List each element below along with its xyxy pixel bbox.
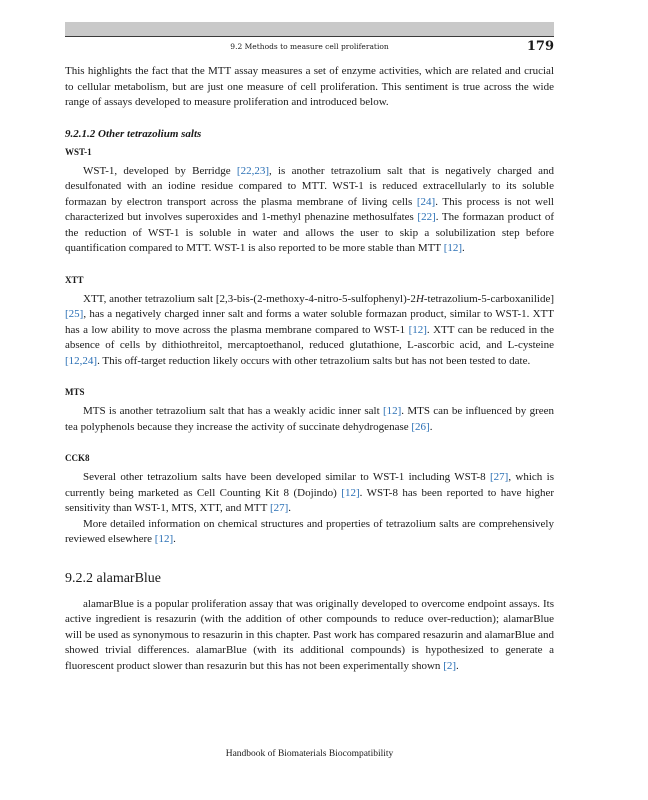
subsection-heading: 9.2.1.2 Other tetrazolium salts — [65, 127, 202, 140]
text-run: , is another tetrazolium salt that is negatively charged and desulfonated with an iodine residue compared to MTT. WST-1 is reduced extracellularly to its soluble formazan by electron transport across the plasma membrane of living cells — [65, 164, 555, 208]
alamarblue-paragraph — [65, 597, 554, 675]
xtt-heading: XTT — [65, 274, 84, 285]
citation-link[interactable]: [27] — [490, 471, 509, 483]
text-run: MTS is another tetrazolium salt that has a weakly acidic inner salt — [83, 405, 383, 417]
text-run: , has a negatively charged inner salt and forms a water soluble formazan product, similar to WST-1. XTT has a low ability to move across the plasma membrane compared to WST-1 — [65, 308, 554, 336]
text-run: . WST-8 has been reported to have higher sensitivity than WST-1, MTS, XTT, and MTT — [65, 486, 555, 514]
intro-paragraph — [65, 64, 554, 111]
text-run: . — [173, 533, 176, 545]
cck8-heading: CCK8 — [65, 453, 90, 463]
text-run: H — [415, 292, 424, 305]
cck8-paragraph — [65, 470, 554, 517]
running-title: 9.2 Methods to measure cell proliferation — [230, 42, 389, 51]
mts-paragraph — [65, 404, 554, 435]
citation-link[interactable]: [22] — [417, 211, 436, 223]
citation-link[interactable]: [12] — [154, 533, 174, 545]
citation-link[interactable]: [25] — [65, 308, 84, 320]
citation-link[interactable]: [12] — [382, 405, 402, 417]
citation-link[interactable]: [12] — [443, 242, 463, 254]
text-run: . The formazan product of the reduction of WST-1 is soluble in water and allows the user to skip a solubilization step before quantification compared to MTT. WST-1 is also reported to be more stable than MTT — [65, 211, 554, 254]
wst1-paragraph — [65, 164, 554, 257]
citation-link[interactable]: [12,24] — [65, 354, 98, 367]
text-run: . MTS can be influenced by green tea polyphenols because they increase the activity of succinate dehydrogenase — [65, 405, 554, 433]
running-head — [65, 39, 554, 55]
section-heading-alamarblue: 9.2.2 alamarBlue — [65, 570, 162, 586]
mts-heading: MTS — [65, 387, 85, 397]
text-run: . This off-target reduction likely occurs with other tetrazolium salts but has not been tested to date. — [97, 354, 531, 367]
xtt-paragraph — [65, 292, 554, 370]
text-run: . — [456, 659, 459, 672]
text-run: alamarBlue is a popular proliferation assay that was originally developed to overcome endpoint assays. Its active ingredient is resazurin (with the addition of other compounds to reduce over-reduction); alamarBlue will be used as synonymous to resazurin in this chapter. Past work has compared resazurin and alamarBlue and showed trivial differences. alamarBlue (with its additional compounds) is hypothesized to generate a fluorescent product slower than resazurin but this has not been experimentally shown — [65, 597, 554, 672]
page-number: 179 — [526, 39, 554, 54]
footer-book-title: Handbook of Biomaterials Biocompatibility — [225, 749, 394, 759]
wst1-heading: WST-1 — [65, 146, 92, 157]
text-run: WST-1, developed by Berridge — [83, 164, 237, 177]
citation-link[interactable]: [26] — [411, 420, 430, 433]
text-run: This highlights the fact that the MTT assay measures a set of enzyme activities, which are related and crucial to cellular metabolism, but are just one measure of cell proliferation. This sentiment is true across the wide range of assays developed to measure proliferation and introduced below. — [65, 65, 554, 108]
header-rule — [65, 36, 554, 37]
text-run: . — [429, 420, 433, 433]
text-run: . XTT can be reduced in the absence of cells by dithiothreitol, mercaptoethanol, reduced glutathione, L-ascorbic acid, and L-cysteine — [65, 323, 554, 351]
citation-link[interactable]: [24] — [416, 195, 436, 208]
cck8-review-paragraph — [65, 517, 554, 548]
citation-link[interactable]: [2] — [443, 659, 457, 672]
citation-link[interactable]: [22,23] — [236, 164, 269, 177]
text-run: -tetrazolium-5-carboxanilide] — [423, 292, 554, 305]
text-run: XTT, another tetrazolium salt [2,3-bis-(2-methoxy-4-nitro-5-sulfophenyl)-2 — [83, 292, 416, 305]
text-run: , which is currently being marketed as Cell Counting Kit 8 (Dojindo) — [65, 471, 554, 499]
text-run: Several other tetrazolium salts have been developed similar to WST-1 including WST-8 — [83, 471, 491, 483]
text-run: More detailed information on chemical structures and properties of tetrazolium salts are comprehensively reviewed elsewhere — [65, 517, 554, 545]
citation-link[interactable]: [12] — [341, 486, 360, 499]
text-run: . This process is not well characterized but involves superoxides and 1-methyl phenazine methosulfates — [65, 195, 554, 223]
page-body — [65, 64, 554, 674]
citation-link[interactable]: [12] — [408, 323, 427, 336]
text-run: . — [462, 242, 465, 254]
citation-link[interactable]: [27] — [269, 502, 289, 514]
header-bar — [65, 22, 554, 36]
text-run: . — [288, 502, 292, 514]
